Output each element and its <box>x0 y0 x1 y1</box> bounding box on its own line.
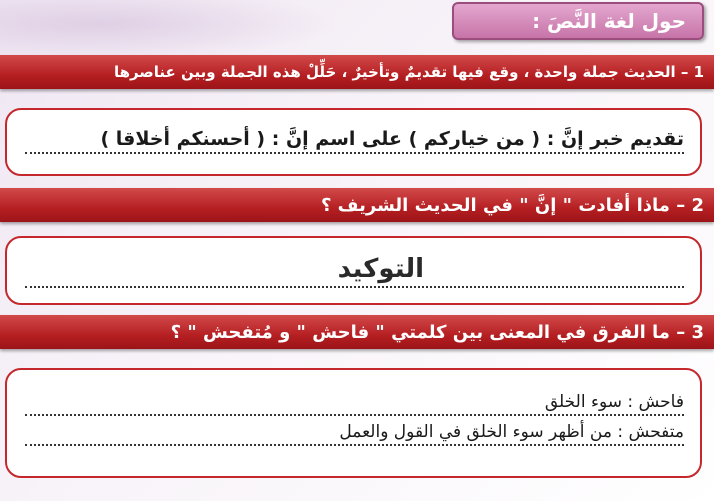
answer-1-text: تقديم خبر إنَّ : ( من خياركم ) على اسم إنَّ : ( أحسنكم أخلاقا ) <box>96 128 684 150</box>
question-2-label: 2 – ماذا أفادت " إنَّ " في الحديث الشريف ؟ <box>320 194 704 216</box>
question-3-header <box>0 315 714 349</box>
background-decoration <box>0 0 340 60</box>
question-2-header <box>0 188 714 222</box>
page-title-text: حول لغة النَّصَ : <box>532 9 686 33</box>
answer-3b-text: متفحش : من أظهر سوء الخلق في القول والعمل <box>335 422 684 442</box>
answer-box-1 <box>5 108 702 176</box>
answer-line <box>25 124 684 154</box>
answer-box-2 <box>5 236 702 305</box>
answer-line <box>25 386 684 416</box>
question-3-label: 3 – ما الفرق في المعنى بين كلمتي " فاحش " و مُتفحش " ؟ <box>170 321 704 343</box>
answer-2-text: التوكيد <box>334 254 424 284</box>
question-1-label: 1 – الحديث جملة واحدة ، وقع فيها تقديمٌ وتأخيرٌ ، حَلِّلْ هذه الجملة وبين عناصرها <box>113 63 704 81</box>
question-1-header <box>0 55 714 89</box>
answer-line <box>25 416 684 446</box>
answer-line <box>25 254 684 288</box>
page-title <box>452 2 704 40</box>
answer-box-3 <box>5 368 702 478</box>
answer-3a-text: فاحش : سوء الخلق <box>541 392 684 412</box>
